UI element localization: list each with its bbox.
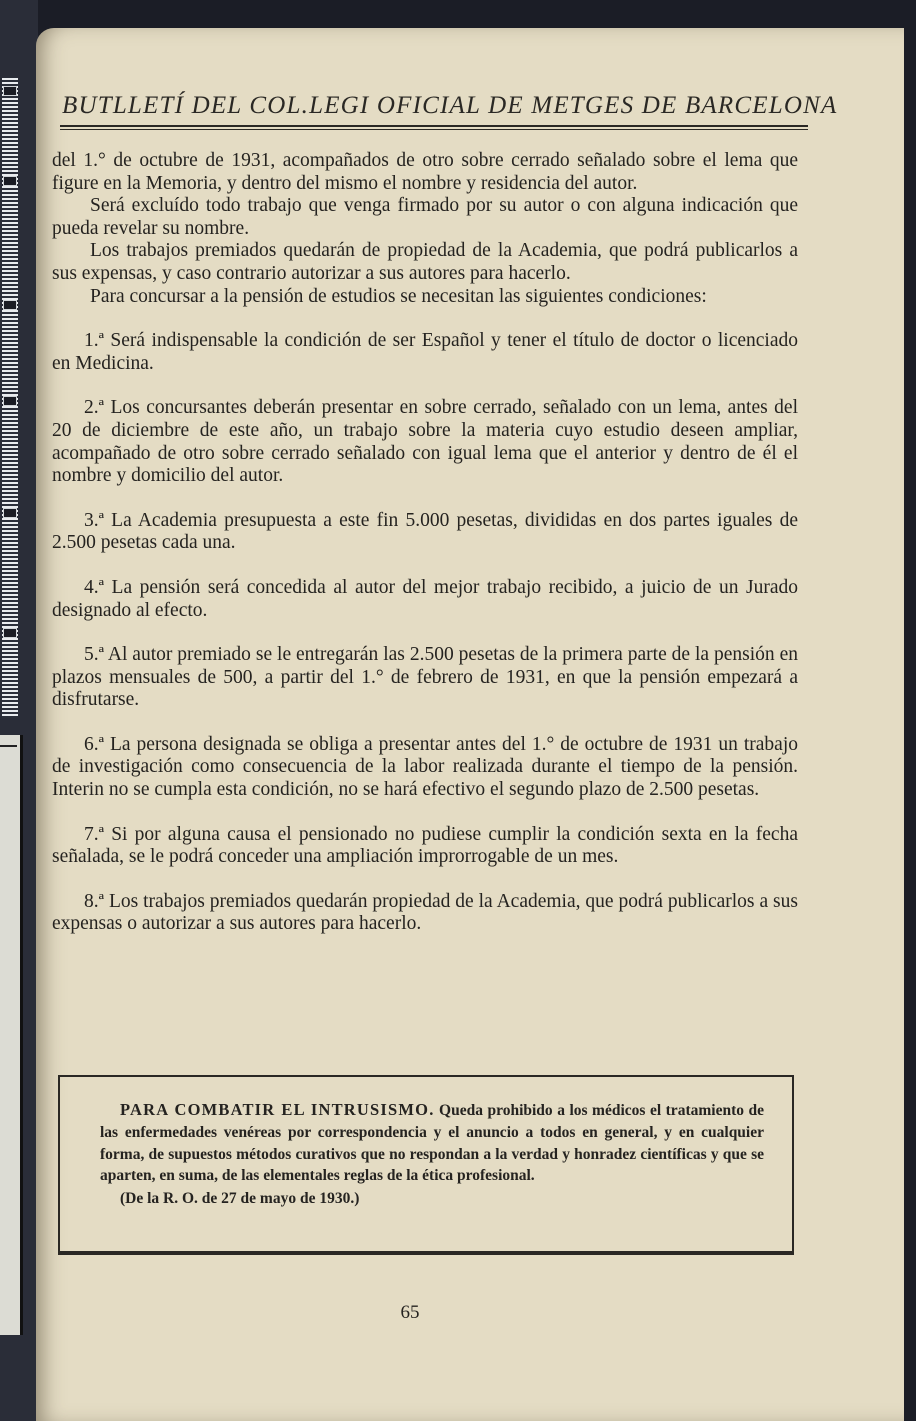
spine-marker: [3, 86, 17, 96]
notice-box: [58, 1075, 794, 1255]
notice-title: PARA COMBATIR EL INTRUSISMO.: [120, 1100, 435, 1119]
condition-item: 4.ª La pensión será concedida al autor del mejor trabajo recibido, a juicio de un Jurado designado al efecto.: [52, 576, 798, 621]
spine-marker: [3, 508, 17, 518]
paragraph: Será excluído todo trabajo que venga firmado por su autor o con alguna indicación que pueda revelar su nombre.: [52, 195, 798, 239]
spine-marker: [3, 300, 17, 310]
paragraph: del 1.° de octubre de 1931, acompañados de otro sobre cerrado señalado sobre el lema que figure en la Memoria, y dentro del mismo el nombre y residencia del autor.: [52, 150, 798, 194]
notice-body: Queda prohibido a los médicos el tratamiento de las enfermedades venéreas por correspondencia y el anuncio a todos en general, y en cualquier forma, de supuestos métodos curativos que no respondan a la verdad y honradez científicas y que se aparten, en suma, de las elementales reglas de la ética profesional.: [100, 1102, 764, 1185]
spine-marker: [3, 628, 17, 638]
spine-marker: [3, 176, 17, 186]
notice-citation: (De la R. O. de 27 de mayo de 1930.): [120, 1190, 360, 1208]
body-text: [52, 150, 798, 936]
paragraph: Para concursar a la pensión de estudios se necesitan las siguientes condiciones:: [90, 285, 707, 307]
book-spine: [0, 0, 38, 1421]
condition-item: 1.ª Será indispensable la condición de ser Español y tener el título de doctor o licenciado en Medicina.: [52, 330, 798, 374]
running-header: BUTLLETÍ DEL COL.LEGI OFICIAL DE METGES DE BARCELONA: [62, 92, 838, 119]
condition-item: 3.ª La Academia presupuesta a este fin 5.000 pesetas, divididas en dos partes iguales de 2.500 pesetas cada una.: [52, 509, 798, 554]
condition-item: 5.ª Al autor premiado se le entregarán las 2.500 pesetas de la primera parte de la pensión en plazos mensuales de 500, a partir del 1.° de febrero de 1931, en que la pensión empezará a disfrutarse.: [52, 644, 798, 711]
page-number: 65: [400, 1302, 420, 1323]
condition-item: 7.ª Si por alguna causa el pensionado no pudiese cumplir la condición sexta en la fecha señalada, se le podrá conceder una ampliación improrrogable de un mes.: [52, 823, 798, 868]
notice-text: [100, 1099, 764, 1187]
condition-item: 8.ª Los trabajos premiados quedarán propiedad de la Academia, que podrá publicarlos a sus expensas o autorizar a sus autores para hacerlo.: [52, 890, 798, 935]
header-rule-thin: [60, 129, 808, 130]
condition-item: 2.ª Los concursantes deberán presentar en sobre cerrado, señalado con un lema, antes del 20 de diciembre de este año, un trabajo sobre la materia cuyo estudio deseen ampliar, acompañado de otro sobre cerrado señalado con igual lema que el anterior y dentro de él el nombre y domicilio del autor.: [52, 397, 798, 487]
spine-marker: [3, 396, 17, 406]
paragraph: Los trabajos premiados quedarán de propiedad de la Academia, que podrá publicarlos a sus expensas, y caso contrario autorizar a sus autores para hacerlo.: [52, 240, 798, 284]
header-rule: [60, 125, 808, 127]
spine-card: [0, 735, 23, 1335]
condition-item: 6.ª La persona designada se obliga a presentar antes del 1.° de octubre de 1931 un trabajo de investigación como consecuencia de la labor realizada durante el tiempo de la pensión. Interin no se cumpla esta condición, no se hará efectivo el segundo plazo de 2.500 pesetas.: [52, 733, 798, 801]
